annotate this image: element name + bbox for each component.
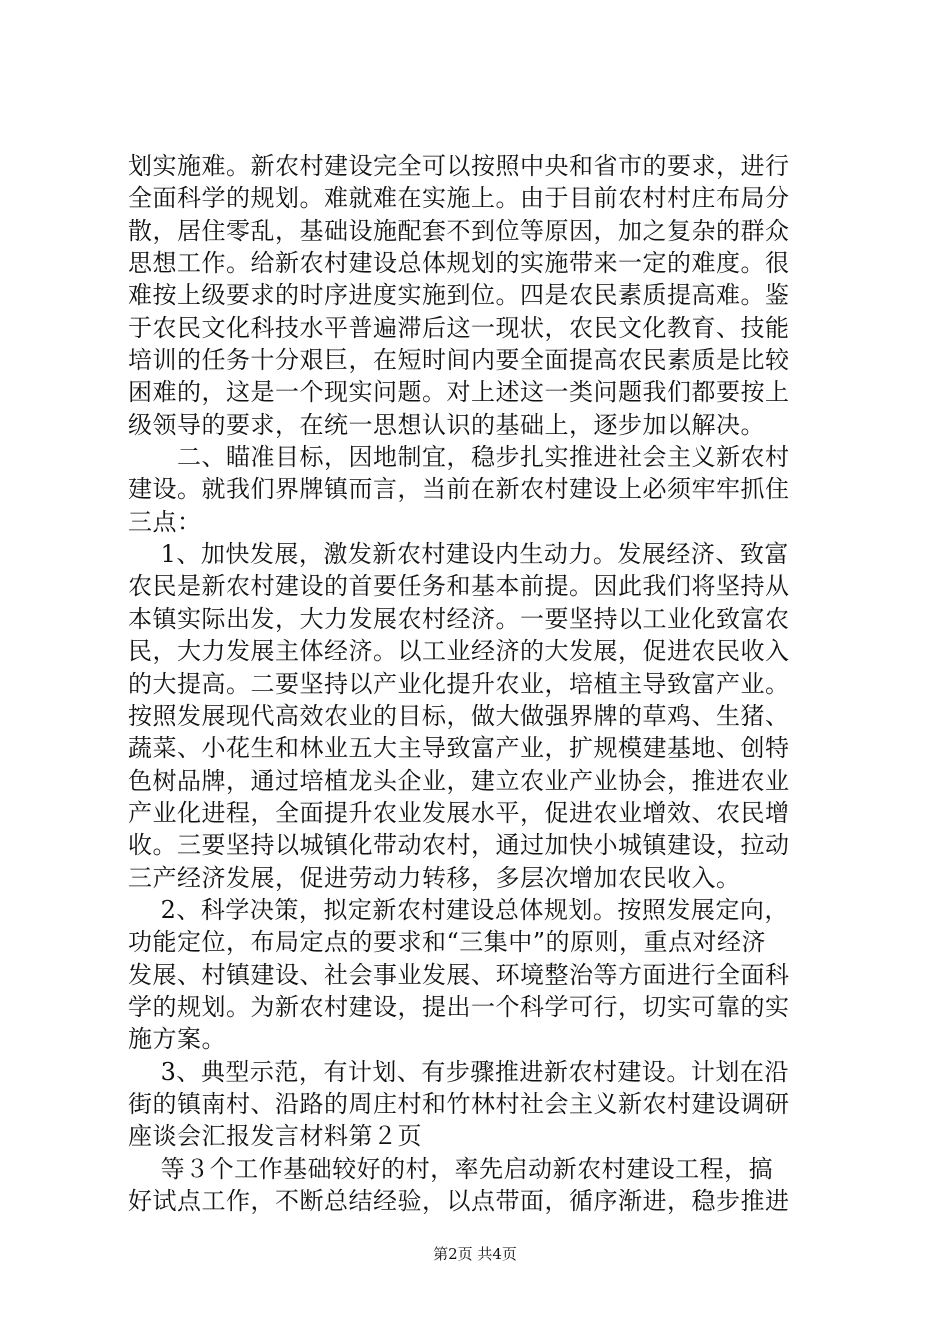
- text-line: 施方案。: [128, 1025, 226, 1054]
- text-line: 好试点工作，不断总结经验，以点带面，循序渐进，稳步推进: [128, 1187, 790, 1215]
- text-line: 于农民文化科技水平普遍滞后这一现状，农民文化教育、技能: [128, 313, 790, 342]
- text-line: 功能定位，布局定点的要求和“三集中”的原则，重点对经济: [128, 928, 767, 957]
- text-line: 收。三要坚持以城镇化带动农村，通过加快小城镇建设，拉动: [128, 831, 790, 860]
- text-line: 等３个工作基础较好的村，率先启动新农村建设工程，搞: [128, 1154, 774, 1183]
- text-line: 三点：: [128, 507, 202, 536]
- text-line: 3、典型示范，有计划、有步骤推进新农村建设。计划在沿: [128, 1057, 789, 1086]
- text-line: 发展、村镇建设、社会事业发展、环境整治等方面进行全面科: [128, 960, 790, 989]
- text-line: 街的镇南村、沿路的周庄村和竹林村社会主义新农村建设调研: [128, 1089, 790, 1118]
- text-line: 民，大力发展主体经济。以工业经济的大发展，促进农民收入: [128, 637, 790, 666]
- text-line: 划实施难。新农村建设完全可以按照中央和省市的要求，进行: [128, 152, 790, 180]
- text-line: 座谈会汇报发言材料第２页: [128, 1122, 422, 1151]
- text-line: 本镇实际出发，大力发展农村经济。一要坚持以工业化致富农: [128, 604, 790, 633]
- text-line: 二、瞄准目标，因地制宜，稳步扎实推进社会主义新农村: [128, 443, 790, 472]
- text-line: 按照发展现代高效农业的目标，做大做强界牌的草鸡、生猪、: [128, 701, 790, 730]
- text-line: 思想工作。给新农村建设总体规划的实施带来一定的难度。很: [128, 249, 790, 278]
- text-line: 1、加快发展，激发新农村建设内生动力。发展经济、致富: [128, 540, 789, 569]
- text-line: 蔬菜、小花生和林业五大主导致富产业，扩规模建基地、创特: [128, 734, 790, 763]
- text-line: 产业化进程，全面提升农业发展水平，促进农业增效、农民增: [128, 798, 790, 827]
- text-line: 三产经济发展，促进劳动力转移，多层次增加农民收入。: [128, 863, 741, 892]
- text-line: 2、科学决策，拟定新农村建设总体规划。按照发展定向，: [128, 895, 789, 924]
- text-line: 的大提高。二要坚持以产业化提升农业，培植主导致富产业。: [128, 669, 790, 698]
- text-line: 散，居住零乱，基础设施配套不到位等原因，加之复杂的群众: [128, 216, 790, 245]
- page-footer: 第2页 共4页: [433, 1245, 517, 1263]
- text-line: 全面科学的规划。难就难在实施上。由于目前农村村庄布局分: [128, 184, 790, 213]
- text-line: 色树品牌，通过培植龙头企业，建立农业产业协会，推进农业: [128, 766, 790, 795]
- document-body: [128, 150, 828, 1217]
- text-line: 级领导的要求，在统一思想认识的基础上，逐步加以解决。: [128, 410, 765, 439]
- text-line: 建设。就我们界牌镇而言，当前在新农村建设上必须牢牢抓住: [128, 475, 790, 504]
- text-line: 难按上级要求的时序进度实施到位。四是农民素质提高难。鉴: [128, 281, 790, 310]
- text-line: 学的规划。为新农村建设，提出一个科学可行，切实可靠的实: [128, 992, 790, 1021]
- text-line: 培训的任务十分艰巨，在短时间内要全面提高农民素质是比较: [128, 346, 790, 375]
- text-line: 农民是新农村建设的首要任务和基本前提。因此我们将坚持从: [128, 572, 790, 601]
- text-line: 困难的，这是一个现实问题。对上述这一类问题我们都要按上: [128, 378, 790, 407]
